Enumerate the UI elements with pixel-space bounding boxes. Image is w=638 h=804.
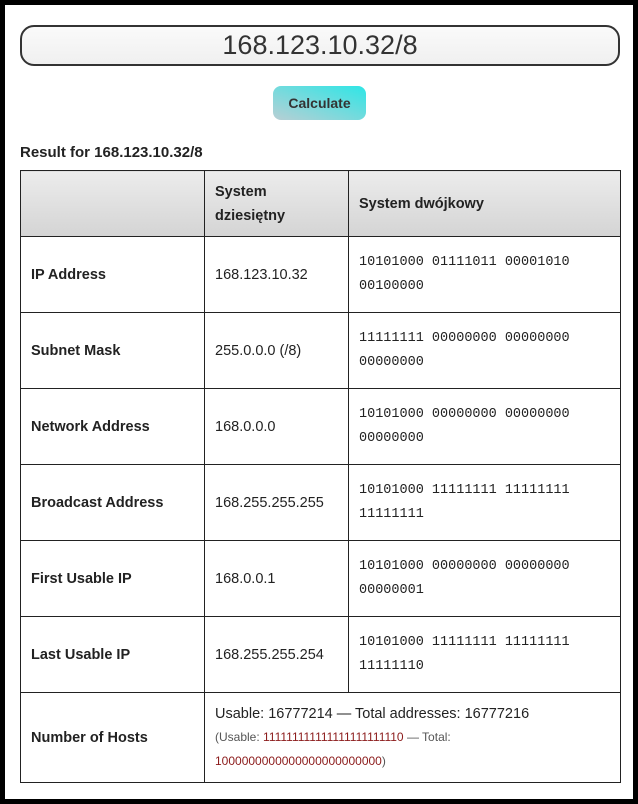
table-row-hosts	[21, 693, 621, 783]
total-prefix: — Total:	[403, 729, 451, 744]
decimal-value: 168.0.0.1	[205, 541, 349, 617]
binary-value: 11111111 00000000 00000000 00000000	[349, 313, 621, 389]
row-label: Network Address	[21, 389, 205, 465]
usable-prefix: (Usable:	[215, 729, 264, 744]
table-row	[21, 313, 621, 389]
total-binary: 1000000000000000000000000	[215, 753, 382, 768]
suffix: )	[381, 753, 386, 768]
row-label: IP Address	[21, 237, 205, 313]
decimal-value: 168.123.10.32	[205, 237, 349, 313]
table-header-row	[21, 171, 621, 237]
table-row	[21, 541, 621, 617]
header-decimal: System dziesiętny	[205, 171, 349, 237]
row-label: Last Usable IP	[21, 617, 205, 693]
ip-cidr-input[interactable]	[20, 25, 620, 66]
hosts-binary	[215, 725, 610, 773]
table-row	[21, 389, 621, 465]
binary-value: 10101000 00000000 00000000 00000000	[349, 389, 621, 465]
results-table	[20, 170, 621, 783]
table-row	[21, 465, 621, 541]
table-row	[21, 617, 621, 693]
row-label: Broadcast Address	[21, 465, 205, 541]
header-empty	[21, 171, 205, 237]
row-label: Subnet Mask	[21, 313, 205, 389]
row-label: First Usable IP	[21, 541, 205, 617]
binary-value: 10101000 01111011 00001010 00100000	[349, 237, 621, 313]
decimal-value: 168.255.255.254	[205, 617, 349, 693]
hosts-value	[205, 693, 621, 783]
binary-value: 10101000 11111111 11111111 11111110	[349, 617, 621, 693]
row-label: Number of Hosts	[21, 693, 205, 783]
decimal-value: 168.0.0.0	[205, 389, 349, 465]
calculate-button[interactable]: Calculate	[273, 86, 366, 120]
decimal-value: 255.0.0.0 (/8)	[205, 313, 349, 389]
hosts-summary: Usable: 16777214 — Total addresses: 16777216	[215, 705, 530, 722]
header-binary: System dwójkowy	[349, 171, 621, 237]
result-title: Result for 168.123.10.32/8	[20, 144, 203, 161]
binary-value: 10101000 11111111 11111111 11111111	[349, 465, 621, 541]
usable-binary: 111111111111111111111110	[263, 729, 404, 744]
table-row	[21, 237, 621, 313]
decimal-value: 168.255.255.255	[205, 465, 349, 541]
binary-value: 10101000 00000000 00000000 00000001	[349, 541, 621, 617]
